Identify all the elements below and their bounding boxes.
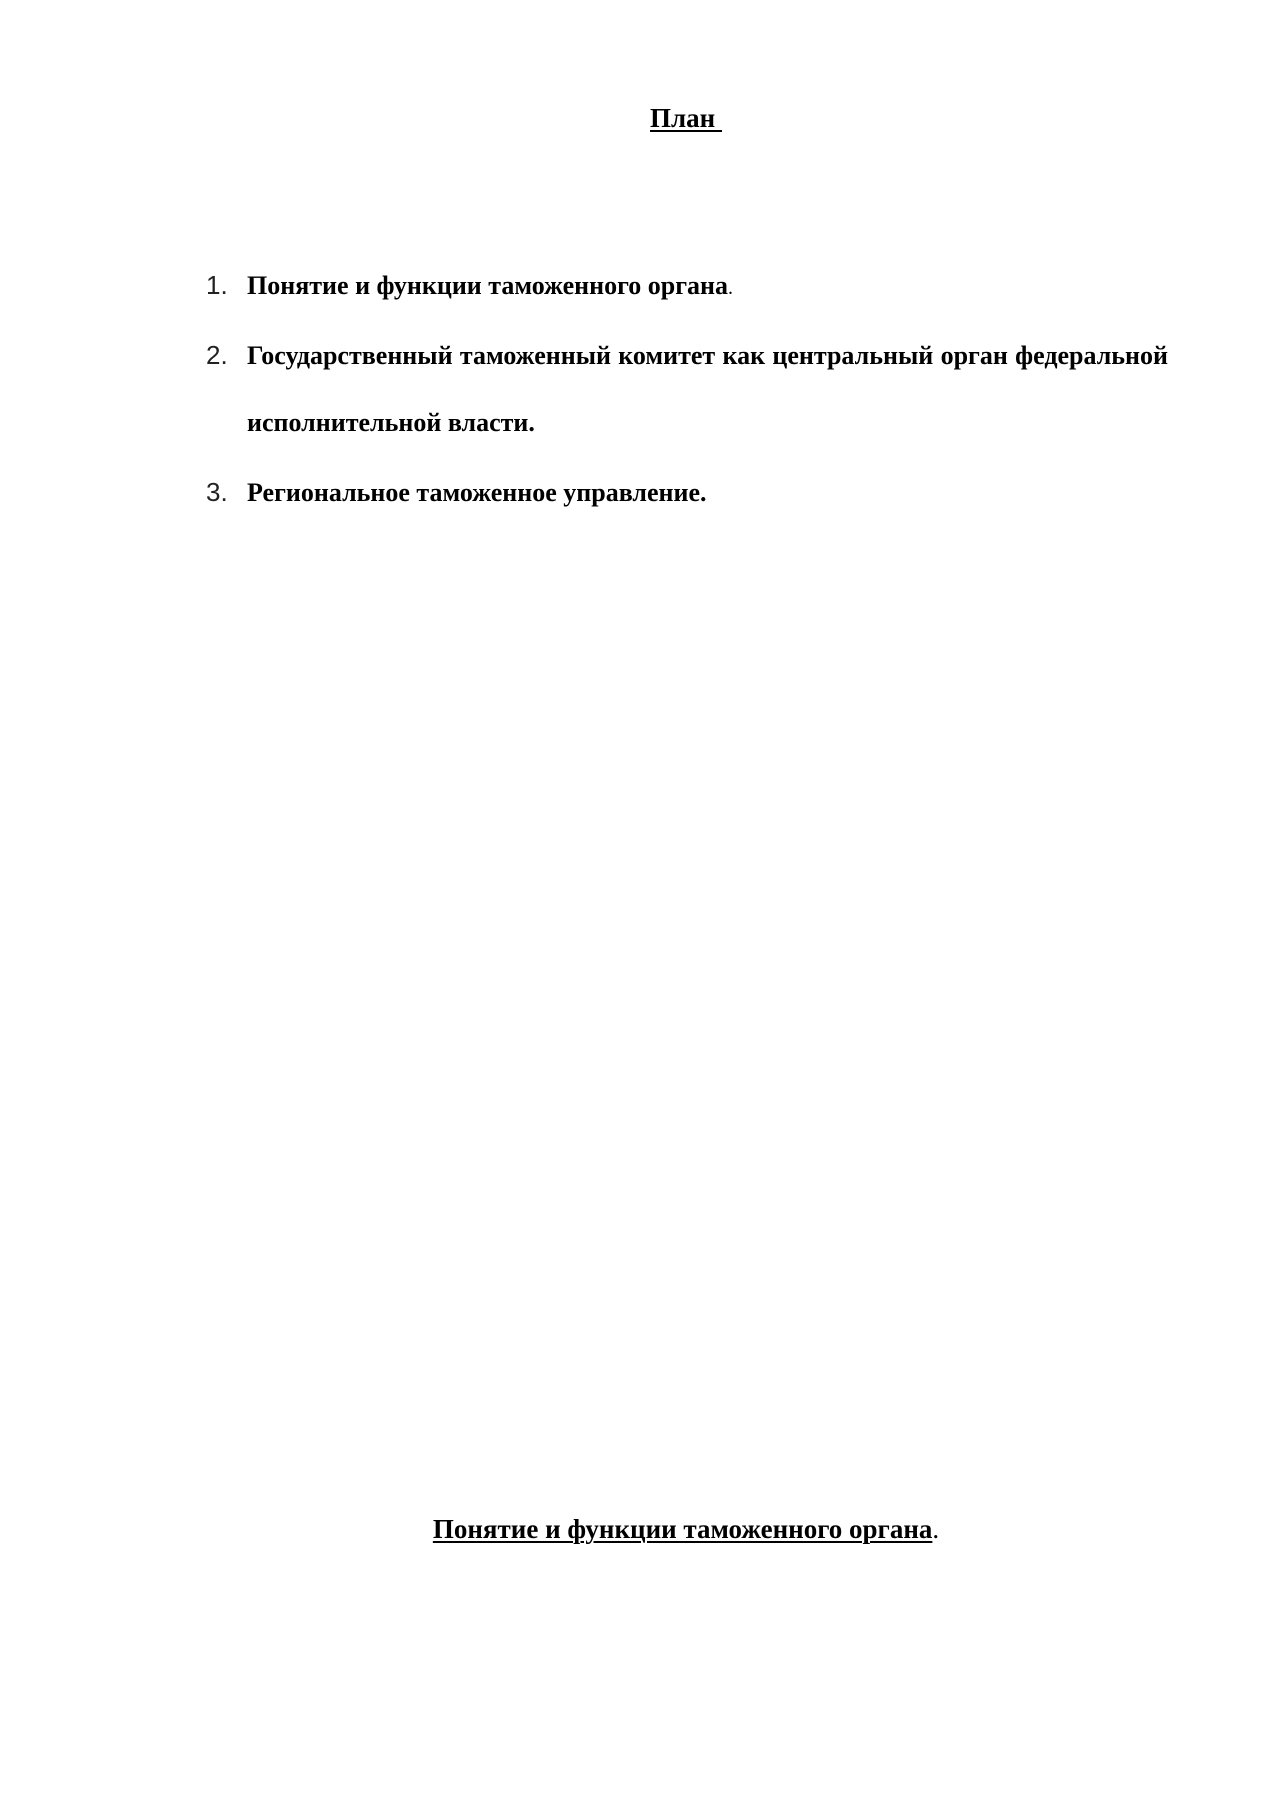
toc-item: [206, 459, 1168, 529]
section-heading-text: Понятие и функции таможенного органа: [432, 1514, 933, 1544]
toc-item-label: Государственный таможенный комитет как центральный орган федеральной исполнительной власти.: [247, 341, 1168, 437]
toc-item-text: [247, 252, 1168, 322]
toc-item-trailing: .: [728, 277, 734, 299]
section-heading-trailing: .: [932, 1514, 940, 1544]
toc-item-text: [247, 322, 1168, 459]
table-of-contents: [206, 252, 1168, 529]
plan-title-text: План: [650, 103, 722, 133]
section-heading-wrap: [433, 1514, 939, 1544]
toc-item: [206, 252, 1168, 322]
toc-item-number: 3.: [206, 477, 228, 507]
toc-item-number: 1.: [206, 270, 228, 300]
toc-item-label: Понятие и функции таможенного органа: [247, 271, 729, 300]
toc-item: [206, 322, 1168, 459]
section-heading: [0, 1513, 1280, 1545]
plan-title: [0, 102, 1280, 134]
toc-item-number: 2.: [206, 340, 228, 370]
toc-item-text: [247, 459, 1168, 529]
toc-item-label: Региональное таможенное управление.: [247, 478, 707, 507]
